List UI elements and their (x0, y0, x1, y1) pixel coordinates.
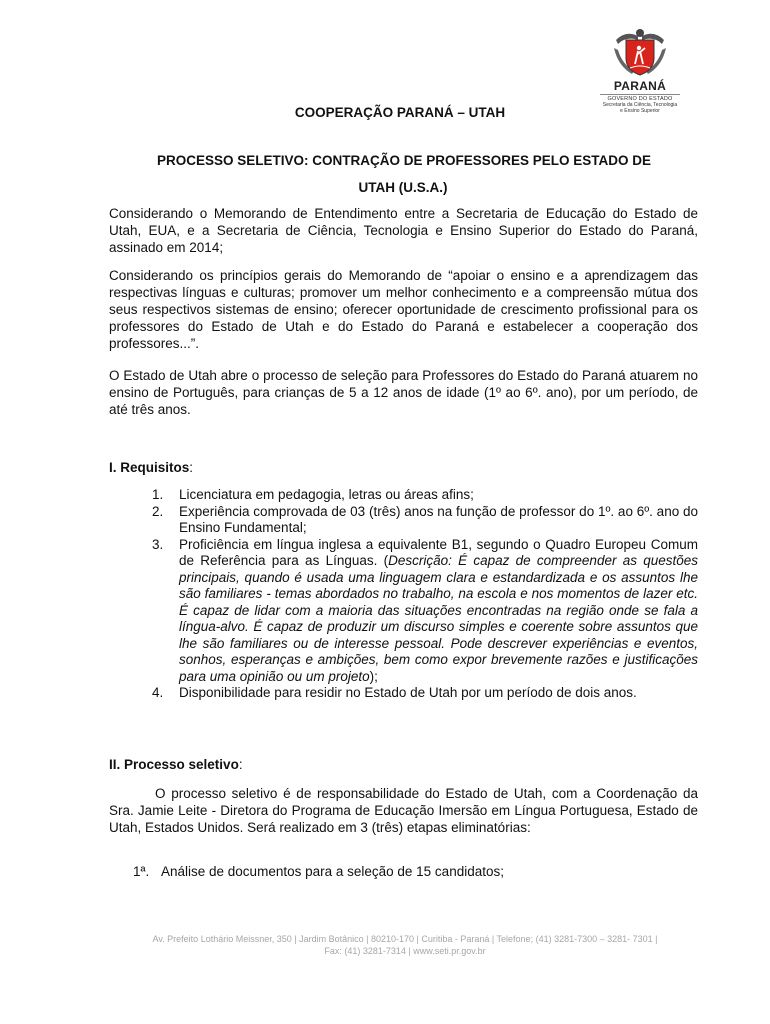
heading-colon: : (189, 460, 194, 475)
document-subtitle-line2: UTAH (U.S.A.) (358, 180, 448, 195)
list-number: 2. (152, 503, 164, 519)
paragraph-memorando (109, 205, 698, 256)
stage-text: Análise de documentos para a seleção de 15 candidatos; (161, 864, 504, 879)
list-item (152, 685, 698, 702)
stage-number: 1ª. (133, 864, 150, 879)
logo-secretaria-line2: e Ensino Superior (620, 108, 660, 114)
document-title: COOPERAÇÃO PARANÁ – UTAH (294, 105, 506, 120)
paragraph-principios (109, 267, 698, 352)
list-text-tail: ); (369, 668, 378, 684)
list-item (152, 537, 698, 686)
logo-name: PARANÁ (613, 79, 667, 93)
section-requisitos-heading (109, 460, 193, 475)
logo-government: GOVERNO DO ESTADO (600, 94, 680, 102)
coat-of-arms-icon (608, 26, 672, 78)
list-text: Disponibilidade para residir no Estado de Utah por um período de dois anos. (179, 685, 637, 700)
heading-text: II. Processo seletivo (109, 757, 239, 772)
requirements-list (152, 487, 698, 702)
list-item (152, 504, 698, 537)
heading-colon: : (238, 757, 243, 772)
paragraph-text: Considerando os princípios gerais do Memorando de “apoiar o ensino e a aprendizagem das respectivas línguas e culturas; promover um melhor conhecimento e a compreensão mútua dos seus respectivos sistemas de ensino; oferecer oportunidade de crescimento profissional para os professores do Estado de Utah e do Estado do Paraná e estabelecer a cooperação dos professores...”. (109, 268, 698, 351)
list-text: Proficiência em língua inglesa a equivalente B1, segundo o Quadro Europeu Comum de Referência para as Línguas. ( (179, 536, 698, 568)
list-text: Experiência comprovada de 03 (três) anos na função de professor do 1º. ao 6º. ano do Ensino Fundamental; (179, 503, 698, 535)
stage-item (133, 864, 504, 879)
section-processo-heading (109, 757, 243, 772)
footer-contact: Fax: (41) 3281-7314 | www.seti.pr.gov.br (324, 946, 486, 956)
paragraph-text: O processo seletivo é de responsabilidade do Estado de Utah, com a Coordenação da Sra. Jamie Leite - Diretora do Programa de Educação Imersão em Língua Portuguesa, Estado de Utah, Estados Unidos. Será realizado em 3 (três) etapas eliminatórias: (109, 786, 698, 835)
parana-logo (594, 26, 686, 114)
list-number: 1. (152, 487, 164, 502)
logo-secretaria-line1: Secretaria da Ciência, Tecnologia (602, 102, 678, 108)
paragraph-text: O Estado de Utah abre o processo de seleção para Professores do Estado do Paraná atuarem no ensino de Português, para crianças de 5 a 12 anos de idade (1º ao 6º. ano), por um período, de até três anos. (109, 368, 698, 417)
paragraph-processo (109, 785, 698, 836)
paragraph-text: Considerando o Memorando de Entendimento entre a Secretaria de Educação do Estado de Utah, EUA, e a Secretaria de Ciência, Tecnologia e Ensino Superior do Estado do Paraná, assinado em 2014; (109, 206, 698, 255)
list-item (152, 487, 698, 504)
list-text: Licenciatura em pedagogia, letras ou áreas afins; (179, 487, 474, 502)
list-number: 3. (152, 536, 164, 552)
list-text-italic: Descrição: É capaz de compreender as questões principais, quando é usada uma linguagem clara e estandardizada e os assuntos lhe são familiares - temas abordados no trabalho, na escola e nos momentos de lazer etc. É capaz de lidar com a maioria das situações encontradas na região onde se fala a língua-alvo. É capaz de produzir um discurso simples e coerente sobre assuntos que lhe são familiares ou de interesse pessoal. Pode descrever experiências e eventos, sonhos, esperanças e ambições, bem como expor brevemente razões e justificações para uma opinião ou um projeto (179, 553, 698, 684)
list-number: 4. (152, 685, 164, 700)
document-subtitle-line1: PROCESSO SELETIVO: CONTRAÇÃO DE PROFESSORES PELO ESTADO DE (156, 153, 652, 168)
paragraph-selecao (109, 367, 698, 418)
footer-address: Av. Prefeito Lothário Meissner, 350 | Jardim Botânico | 80210-170 | Curitiba - Paraná | Telefone; (41) 3281-7300 – 3281- 7301 | (152, 934, 658, 944)
heading-text: I. Requisitos (109, 460, 190, 475)
